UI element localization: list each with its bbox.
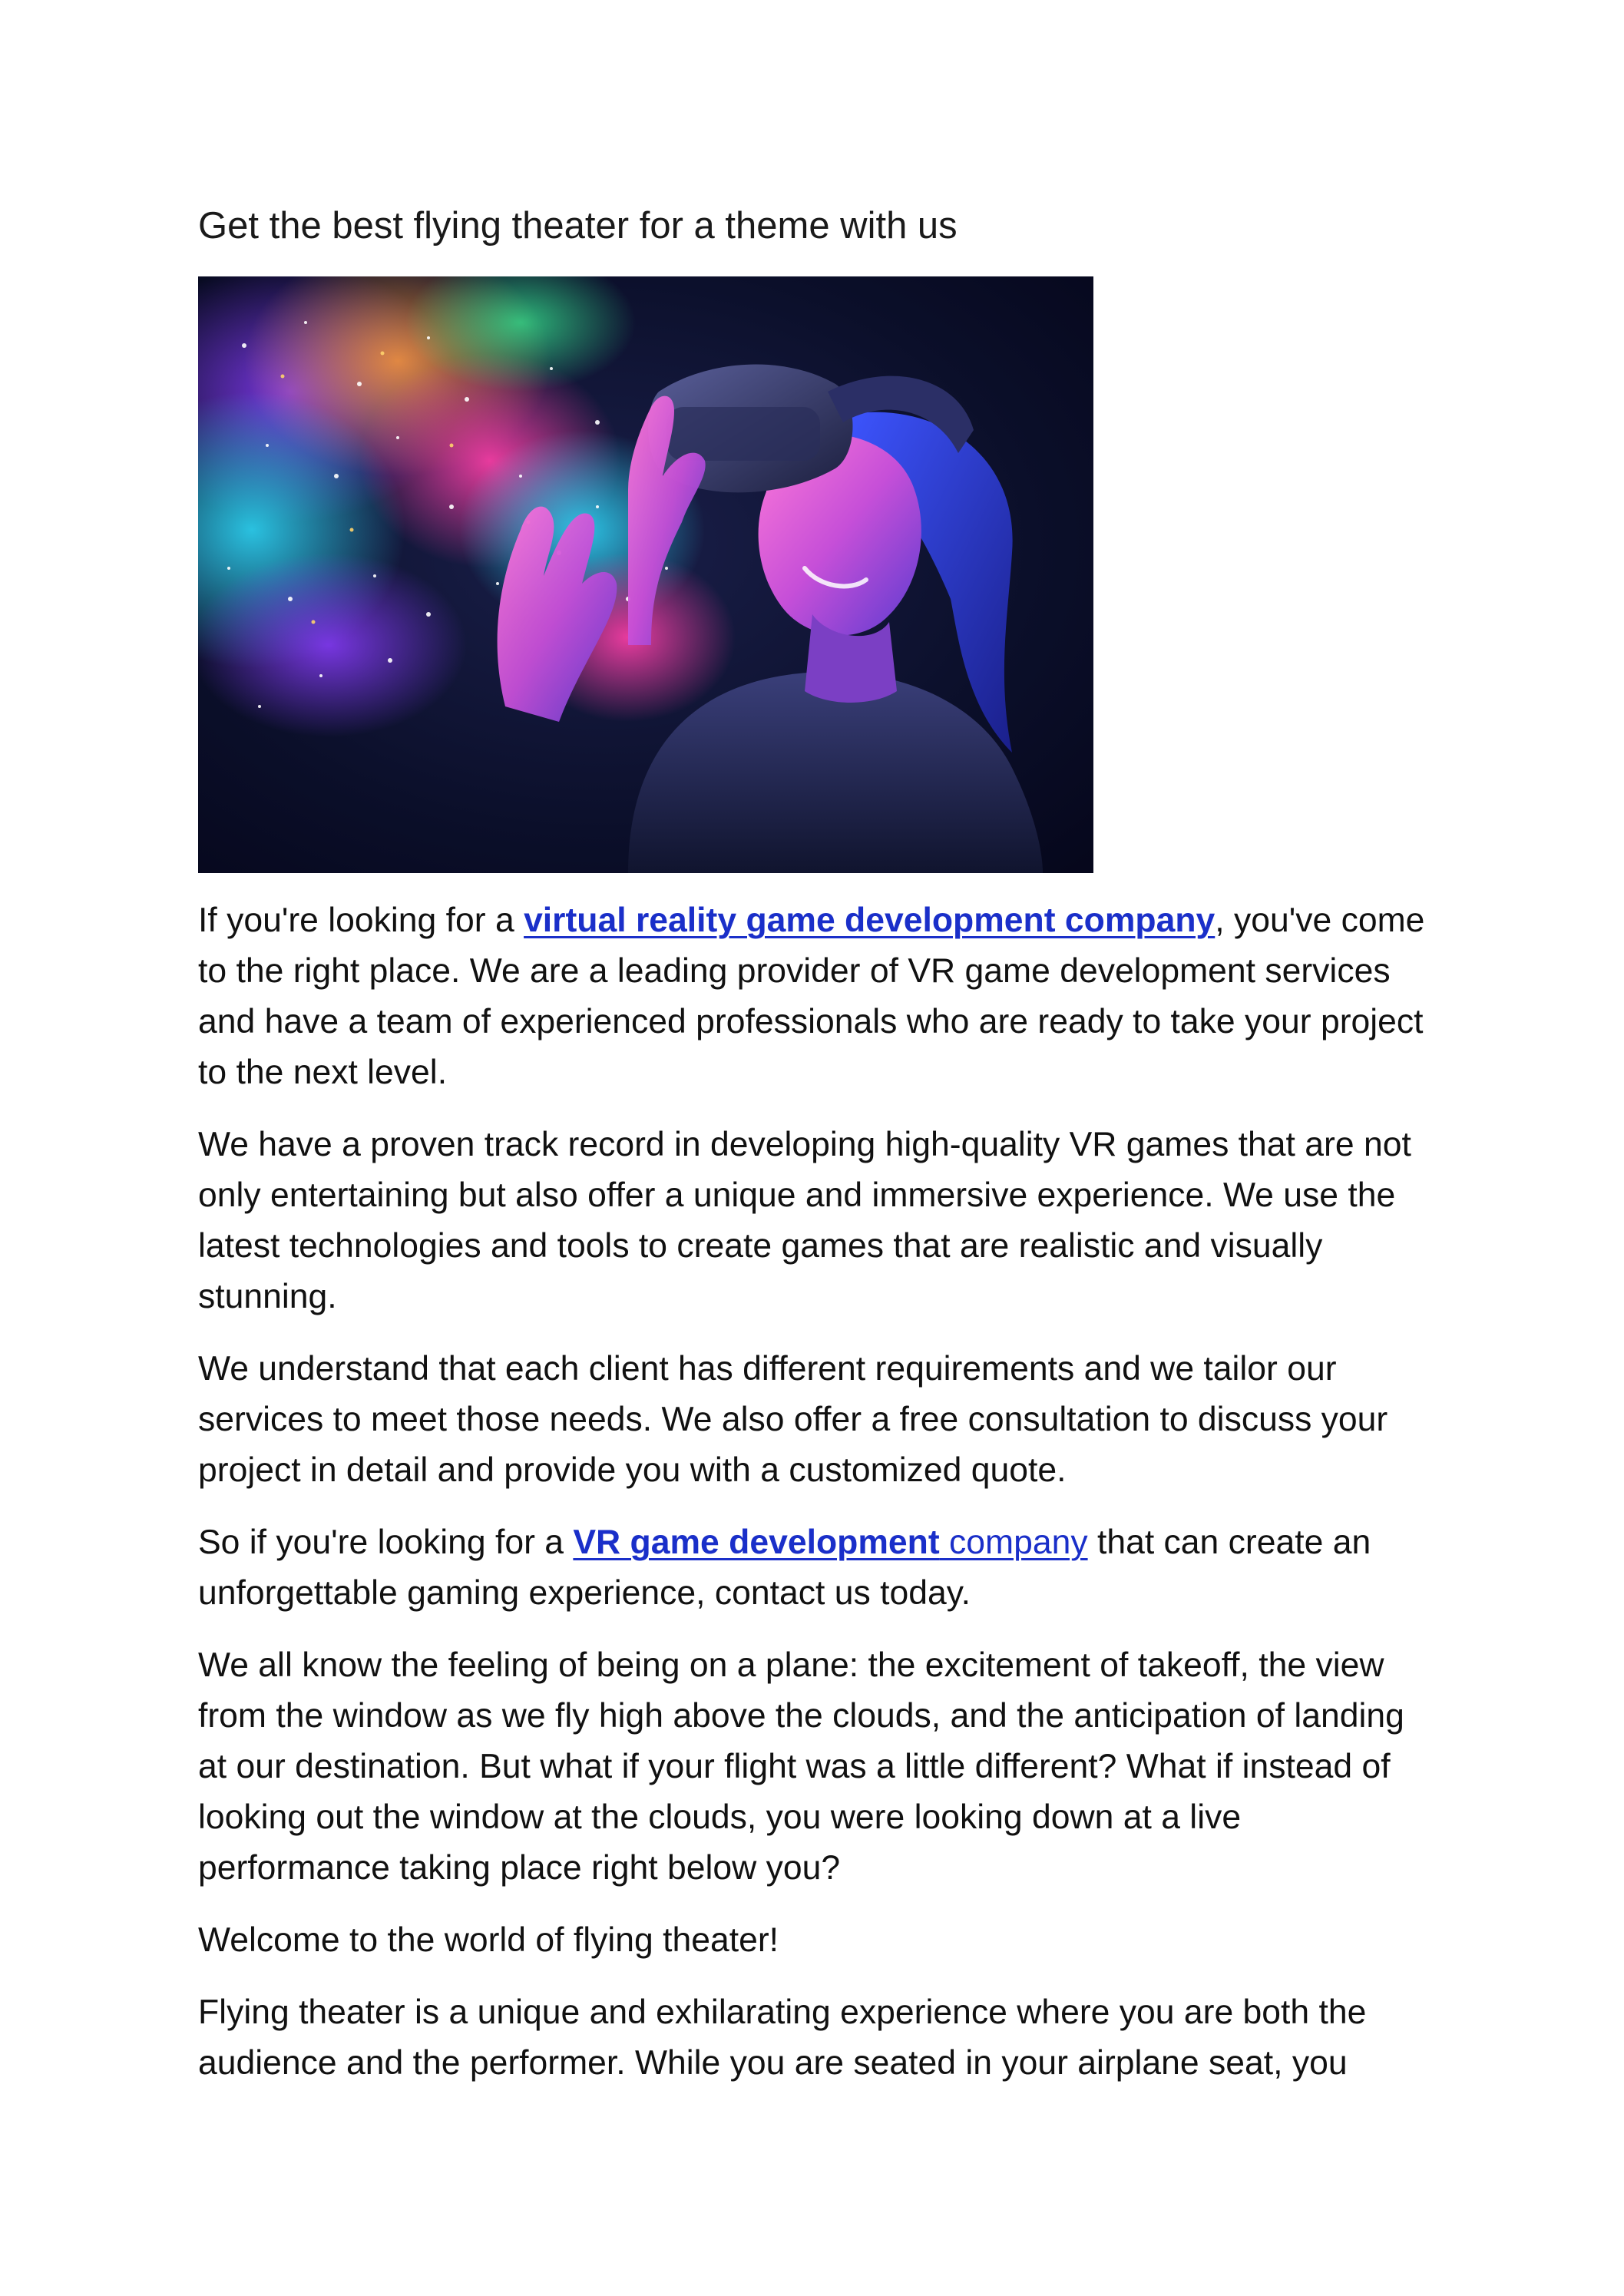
- vr-illustration: [198, 276, 1093, 873]
- vr-game-development-company-link[interactable]: [573, 1523, 1087, 1561]
- paragraph-text: , you've come to the right place. We are a leading provider of VR game development services and have a team of experienced professionals who are ready to take your project to the next level.: [198, 902, 1425, 1091]
- page-title: Get the best flying theater for a theme with us: [198, 205, 958, 246]
- paragraph-welcome: Welcome to the world of flying theater!: [198, 1921, 779, 1959]
- link-label: virtual reality game development company: [524, 902, 1216, 939]
- paragraph-flying-theater: Flying theater is a unique and exhilarating experience where you are both the audience and the performer. While you are seated in your airplane seat, you: [198, 1993, 1367, 2082]
- article-body: [198, 895, 1442, 2110]
- paragraph-client-needs: We understand that each client has different requirements and we tailor our services to meet those needs. We also offer a free consultation to discuss your project in detail and provide you with a customized quote.: [198, 1350, 1388, 1489]
- paragraph-text: If you're looking for a: [198, 902, 524, 939]
- paragraph-text: that can create an unforgettable gaming experience, contact us today.: [198, 1523, 1371, 1612]
- virtual-reality-game-development-company-link[interactable]: [524, 902, 1215, 939]
- link-label-bold: VR game development: [573, 1523, 940, 1561]
- paragraph-track-record: We have a proven track record in developing high-quality VR games that are not only entertaining but also offer a unique and immersive experience. We use the latest technologies and tools to create games that are realistic and visually stunning.: [198, 1126, 1411, 1315]
- paragraph-plane: We all know the feeling of being on a plane: the excitement of takeoff, the view from the window as we fly high above the clouds, and the anticipation of landing at our destination. But what if your flight was a little different? What if instead of looking out the window at the clouds, you were looking down at a live performance taking place right below you?: [198, 1646, 1404, 1887]
- paragraph-intro: [198, 895, 1442, 1098]
- paragraph-text: So if you're looking for a: [198, 1523, 574, 1561]
- hero-image: [198, 276, 1093, 873]
- paragraph-contact: [198, 1517, 1442, 1619]
- link-label-plain: company: [939, 1523, 1088, 1561]
